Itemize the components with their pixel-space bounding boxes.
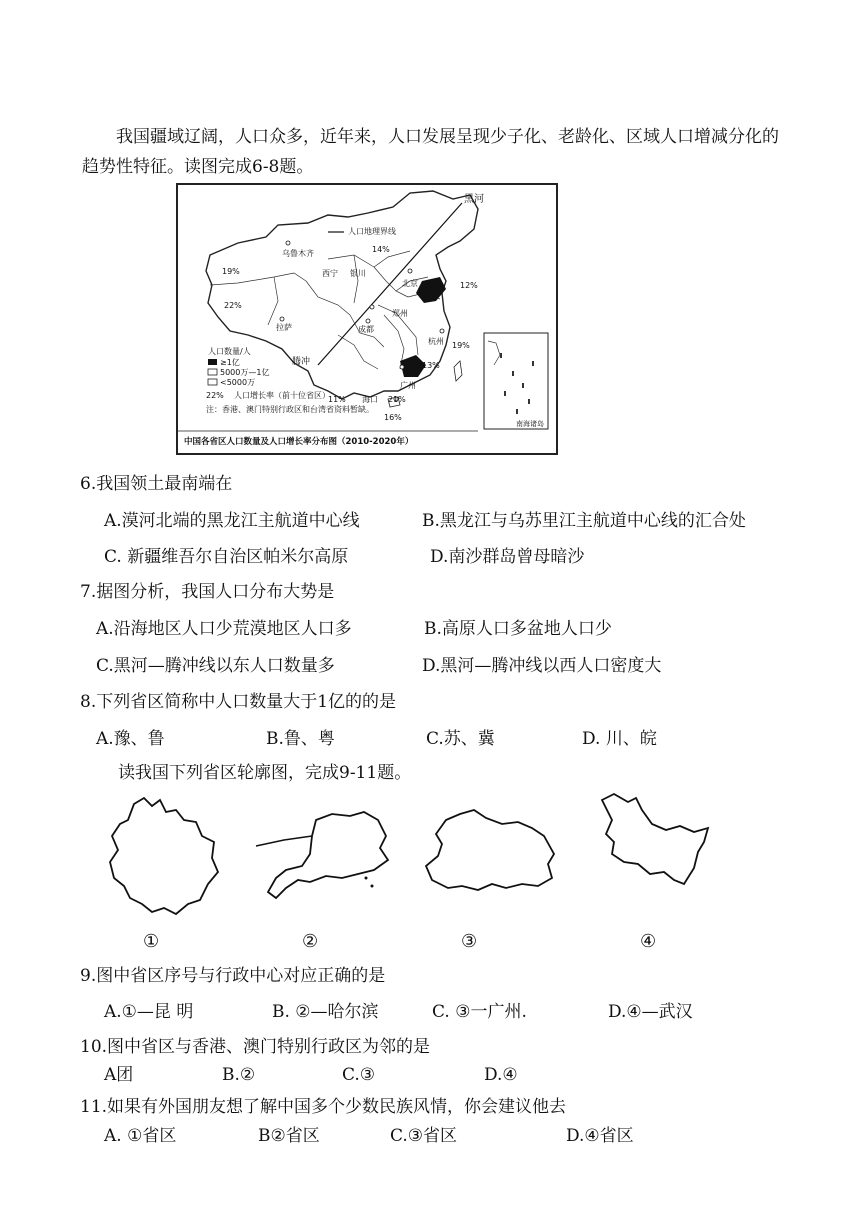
map-rate-4: 12%: [460, 281, 478, 290]
map-inset-label: 南海诸岛: [516, 420, 544, 428]
q10-option-a: A团: [104, 1065, 134, 1085]
map-rate-5: 19%: [452, 341, 470, 350]
map-label-heihe: 黑河: [464, 194, 484, 205]
map-legend-growth-example: 22%: [206, 391, 224, 400]
q6-option-d: D.南沙群岛曾母暗沙: [430, 547, 585, 567]
map-note: 注：香港、澳门特别行政区和台湾省资料暂缺。: [206, 405, 374, 414]
map-city-urumqi: 乌鲁木齐: [282, 249, 314, 258]
shape-label-1: ①: [143, 931, 160, 952]
map-city-lhasa: 拉萨: [276, 323, 292, 332]
map-rate-8: 21%: [388, 395, 406, 404]
map-city-yinchuan: 银川: [350, 269, 366, 278]
map-legend-pop-1: ≥1亿: [220, 358, 240, 367]
map-city-xining: 西宁: [322, 269, 338, 278]
q8-stem: 8.下列省区简称中人口数量大于1亿的的是: [80, 692, 397, 712]
map-caption: 中国各省区人口数量及人口增长率分布图（2010-2020年）: [184, 437, 414, 447]
q10-option-b: B.②: [222, 1065, 256, 1085]
q6-option-c: C. 新疆维吾尔自治区帕米尔高原: [104, 547, 349, 567]
q9-option-b: B. ②—哈尔滨: [272, 1002, 379, 1022]
q7-option-d: D.黑河—腾冲线以西人口密度大: [422, 656, 662, 676]
map-city-chengdu: 成都: [358, 325, 374, 334]
q11-stem: 11.如果有外国朋友想了解中国多个少数民族风情，你会建议他去: [80, 1097, 567, 1117]
province-outline-3: [422, 804, 562, 900]
q7-stem: 7.据图分析，我国人口分布大势是: [80, 582, 335, 602]
q11-option-a: A. ①省区: [104, 1126, 177, 1146]
q10-option-c: C.③: [342, 1065, 376, 1085]
province-outline-2: [254, 806, 394, 918]
map-legend-pop-3: <5000万: [220, 378, 256, 387]
q11-option-d: D.④省区: [566, 1126, 634, 1146]
q8-option-a: A.豫、鲁: [96, 729, 165, 749]
map-rate-7: 11%: [328, 395, 346, 404]
map-legend-growth: 人口增长率（前十位省区）: [234, 391, 330, 400]
shape-label-2: ②: [302, 931, 319, 952]
q9-stem: 9.图中省区序号与行政中心对应正确的是: [80, 966, 386, 986]
map-city-haikou: 海口: [362, 395, 378, 404]
q7-option-b: B.高原人口多盆地人口少: [424, 619, 612, 639]
map-city-hangzhou: 杭州: [428, 337, 444, 346]
map-rate-6: 13%: [422, 361, 440, 370]
map-legend-line: 人口地理界线: [348, 227, 396, 236]
map-rate-3: 22%: [224, 301, 242, 310]
map-legend-pop-title: 人口数量/人: [208, 347, 251, 356]
q7-option-a: A.沿海地区人口少荒漠地区人口多: [96, 619, 352, 639]
q11-option-b: B②省区: [258, 1126, 320, 1146]
q6-option-b: B.黑龙江与乌苏里江主航道中心线的汇合处: [422, 511, 746, 531]
q8-option-c: C.苏、冀: [426, 729, 495, 749]
map-rate-2: 19%: [222, 267, 240, 276]
q10-option-d: D.④: [484, 1065, 518, 1085]
q11-option-c: C.③省区: [390, 1126, 458, 1146]
q7-option-c: C.黑河—腾冲线以东人口数量多: [96, 656, 335, 676]
q8-option-d: D. 川、皖: [582, 729, 657, 749]
map-city-zhengzhou: 郑州: [392, 309, 408, 318]
intro-paragraph: 我国疆域辽阔，人口众多，近年来，人口发展呈现少子化、老龄化、区域人口增减分化的趋势性特征。读图完成6-8题。: [82, 127, 779, 177]
q8-option-b: B.鲁、粤: [266, 729, 335, 749]
q6-stem: 6.我国领土最南端在: [80, 474, 233, 494]
q6-option-a: A.漠河北端的黑龙江主航道中心线: [104, 511, 360, 531]
map-label-tengchong: 腾冲: [292, 357, 311, 367]
q9-option-d: D.④—武汉: [608, 1002, 693, 1022]
population-map: [176, 183, 558, 455]
map-city-guangzhou: 广州: [400, 381, 416, 390]
shape-label-3: ③: [461, 931, 478, 952]
q9-option-a: A.①—昆 明: [104, 1002, 194, 1022]
province-outline-1: [104, 792, 224, 924]
q10-stem: 10.图中省区与香港、澳门特别行政区为邻的是: [80, 1037, 431, 1057]
map-rate-9: 16%: [384, 413, 402, 422]
map-legend-pop-2: 5000万—1亿: [220, 368, 270, 377]
shape-label-4: ④: [640, 931, 657, 952]
q9-option-c: C. ③一广州.: [432, 1002, 527, 1022]
province-outline-4: [594, 790, 714, 890]
intro-9-11: 读我国下列省区轮廓图，完成9-11题。: [118, 763, 412, 783]
map-city-beijing: 北京: [402, 279, 418, 288]
map-rate-1: 14%: [372, 245, 390, 254]
